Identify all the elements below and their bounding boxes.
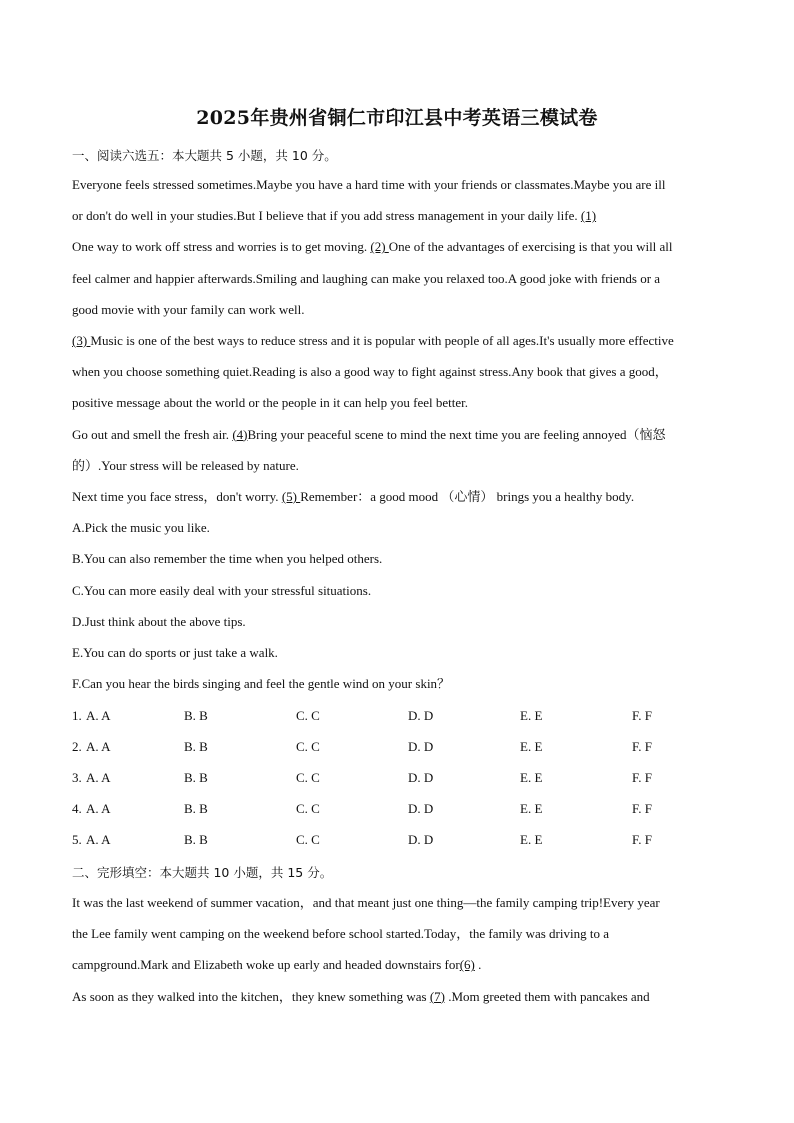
answer-option[interactable]: F. F xyxy=(632,708,652,723)
passage-text: It was the last weekend of summer vacation，and that meant just one thing—the family camping trip!Every year xyxy=(72,895,660,910)
passage-line xyxy=(72,177,732,193)
answer-option[interactable]: B. B xyxy=(184,708,208,723)
passage-text: E.You can do sports or just take a walk. xyxy=(72,645,278,660)
passage-line xyxy=(72,239,732,255)
passage-line xyxy=(72,551,732,567)
answer-option[interactable]: F. F xyxy=(632,801,652,816)
passage-line xyxy=(72,645,732,661)
answer-option[interactable]: F. F xyxy=(632,770,652,785)
passage-line xyxy=(72,302,732,318)
passage-line xyxy=(72,333,732,349)
passage-text: feel calmer and happier afterwards.Smiling and laughing can make you relaxed too.A good joke with friends or a xyxy=(72,270,661,286)
passage-line xyxy=(72,208,732,224)
answer-option[interactable]: C. C xyxy=(296,708,320,723)
answer-option[interactable]: E. E xyxy=(520,739,543,754)
passage-line xyxy=(72,489,732,505)
passage-text: positive message about the world or the people in it can help you feel better. xyxy=(72,395,469,411)
blank-number: (4) xyxy=(232,426,248,442)
answer-option[interactable]: B. B xyxy=(184,832,208,847)
blank-number: (3) xyxy=(72,333,91,348)
passage-text: Music is one of the best ways to reduce stress and it is popular with people of all ages.It's usually more effective xyxy=(90,333,674,348)
answer-option[interactable]: D. D xyxy=(408,832,434,847)
passage-line xyxy=(72,676,732,692)
passage-line xyxy=(72,989,732,1005)
passage-text: A.Pick the music you like. xyxy=(72,520,210,536)
section-2-heading: 二、完形填空：本大题共 10 小题，共 15 分。 xyxy=(72,865,333,880)
passage-text: Next time you face stress，don't worry. xyxy=(72,489,282,504)
question-number: 4. xyxy=(72,801,82,816)
answer-option[interactable]: E. E xyxy=(520,801,543,816)
passage-line xyxy=(72,583,732,599)
passage-line xyxy=(72,427,732,443)
answer-option[interactable]: D. D xyxy=(408,801,434,816)
question-number: 2. xyxy=(72,739,82,754)
answer-option[interactable]: C. C xyxy=(296,739,320,754)
answer-option[interactable]: B. B xyxy=(184,770,208,785)
passage-text: Everyone feels stressed sometimes.Maybe you have a hard time with your friends or classmates.Maybe you are ill xyxy=(72,177,666,192)
answer-option[interactable]: A. A xyxy=(86,832,111,847)
passage-text: As soon as they walked into the kitchen，they knew something was xyxy=(72,988,430,1004)
blank-number: (5) xyxy=(281,489,301,504)
passage-text: One of the advantages of exercising is that you will all xyxy=(388,239,673,255)
passage-line xyxy=(72,395,732,411)
passage-line xyxy=(72,458,732,474)
passage-text: C.You can more easily deal with your stressful situations. xyxy=(72,582,372,598)
section-1-heading: 一、阅读六选五：本大题共 5 小题，共 10 分。 xyxy=(72,148,337,163)
passage-text: good movie with your family can work well. xyxy=(72,301,305,317)
answer-option[interactable]: C. C xyxy=(296,832,320,847)
question-number: 3. xyxy=(72,770,82,785)
question-number: 5. xyxy=(72,832,82,847)
answer-option[interactable]: C. C xyxy=(296,770,320,785)
passage-line xyxy=(72,895,732,911)
answer-option[interactable]: D. D xyxy=(408,739,434,754)
answer-option[interactable]: B. B xyxy=(184,801,208,816)
passage-text: F.Can you hear the birds singing and feel the gentle wind on your skin？ xyxy=(72,676,451,692)
passage-text: Bring your peaceful scene to mind the next time you are feeling annoyed（恼怒 xyxy=(247,426,666,442)
answer-option[interactable]: A. A xyxy=(86,801,111,816)
passage-line xyxy=(72,520,732,536)
passage-text: B.You can also remember the time when you helped others. xyxy=(72,551,383,567)
passage-line xyxy=(72,364,732,380)
passage-text: when you choose something quiet.Reading is also a good way to fight against stress.Any book that gives a good， xyxy=(72,364,668,380)
passage-text: the Lee family went camping on the weekend before school started.Today，the family was driving to a xyxy=(72,926,609,942)
answer-option[interactable]: B. B xyxy=(184,739,208,754)
blank-number: (2) xyxy=(370,239,389,255)
answer-option[interactable]: A. A xyxy=(86,708,111,723)
passage-line xyxy=(72,957,732,973)
passage-text: campground.Mark and Elizabeth woke up early and headed downstairs for xyxy=(72,957,460,973)
passage-text: .Mom greeted them with pancakes and xyxy=(444,988,650,1004)
page-title: 2025年贵州省铜仁市印江县中考英语三模试卷 xyxy=(196,107,598,129)
answer-option[interactable]: E. E xyxy=(520,708,543,723)
passage-text: or don't do well in your studies.But I believe that if you add stress management in your daily life. xyxy=(72,208,581,224)
answer-option[interactable]: F. F xyxy=(632,832,652,847)
passage-text: . xyxy=(474,957,482,973)
blank-number: (7) xyxy=(429,988,445,1004)
answer-option[interactable]: D. D xyxy=(408,708,434,723)
passage-line xyxy=(72,271,732,287)
passage-line xyxy=(72,614,732,630)
blank-number: (6) xyxy=(459,957,475,973)
answer-option[interactable]: C. C xyxy=(296,801,320,816)
passage-text: Remember：a good mood （心情） brings you a healthy body. xyxy=(300,489,635,504)
answer-option[interactable]: A. A xyxy=(86,770,111,785)
passage-text: One way to work off stress and worries is to get moving. xyxy=(72,239,371,255)
answer-option[interactable]: A. A xyxy=(86,739,111,754)
question-number: 1. xyxy=(72,708,82,723)
blank-number: (1) xyxy=(580,208,597,224)
answer-option[interactable]: D. D xyxy=(408,770,434,785)
answer-option[interactable]: E. E xyxy=(520,770,543,785)
passage-text: D.Just think about the above tips. xyxy=(72,613,246,629)
passage-text: 的）.Your stress will be released by nature. xyxy=(72,457,299,473)
passage-line xyxy=(72,926,732,942)
answer-option[interactable]: F. F xyxy=(632,739,652,754)
answer-option[interactable]: E. E xyxy=(520,832,543,847)
passage-text: Go out and smell the fresh air. xyxy=(72,426,233,442)
